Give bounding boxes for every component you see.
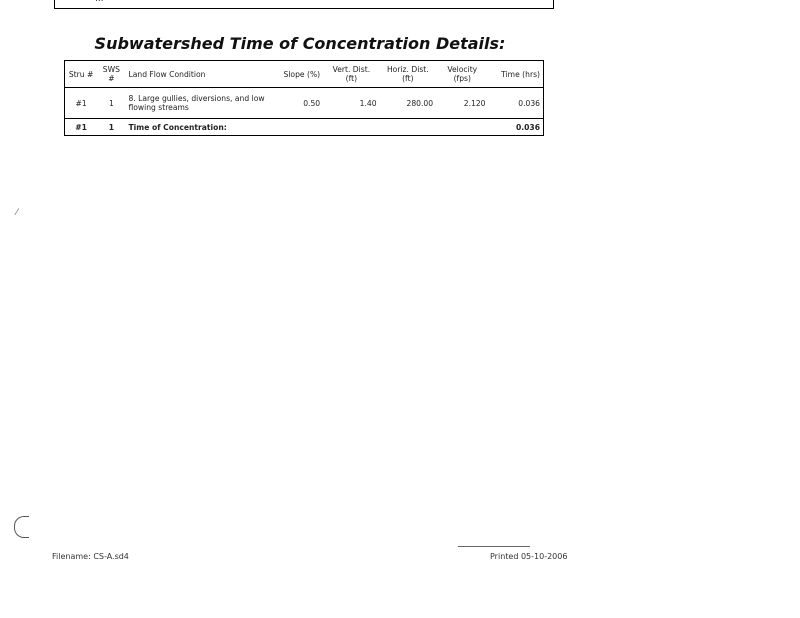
footer-filename: Filename: CS-A.sd4: [52, 552, 129, 561]
section-title: Subwatershed Time of Concentration Details:: [94, 34, 506, 53]
header-stru: Stru #: [65, 61, 98, 88]
table-row: [65, 88, 544, 119]
total-stru: #1: [65, 119, 98, 136]
header-slope: Slope (%): [273, 61, 323, 88]
cell-sws: 1: [108, 98, 114, 108]
previous-table-frame: [54, 0, 554, 9]
header-sws: SWS #: [97, 61, 125, 88]
header-velocity: Velocity (fps): [436, 61, 488, 88]
scan-arc-mark: [14, 516, 29, 538]
cell-horiz-dist: 280.00: [406, 98, 434, 108]
total-row: [65, 119, 544, 136]
cell-time: 0.036: [518, 98, 540, 108]
total-label: Time of Concentration:: [126, 119, 489, 136]
total-sws: 1: [97, 119, 125, 136]
header-time: Time (hrs): [489, 61, 544, 88]
cell-velocity: 2.120: [463, 98, 486, 108]
header-land-flow: Land Flow Condition: [126, 61, 273, 88]
header-horiz-dist: Horiz. Dist. (ft): [380, 61, 436, 88]
total-time: 0.036: [489, 119, 544, 136]
cell-stru: #1: [75, 98, 87, 108]
previous-table-stub: [95, 0, 104, 4]
cell-vert-dist: 1.40: [359, 98, 377, 108]
time-of-concentration-table: [64, 60, 544, 136]
cell-slope: 0.50: [303, 98, 321, 108]
scan-mark: ⁄: [16, 208, 18, 218]
cell-land-flow: 8. Large gullies, diversions, and low flowing streams: [128, 94, 265, 112]
footer-printed-date: Printed 05-10-2006: [490, 552, 568, 561]
header-vert-dist: Vert. Dist. (ft): [323, 61, 379, 88]
footer-rule: [458, 546, 530, 547]
table-header-row: [65, 61, 544, 88]
